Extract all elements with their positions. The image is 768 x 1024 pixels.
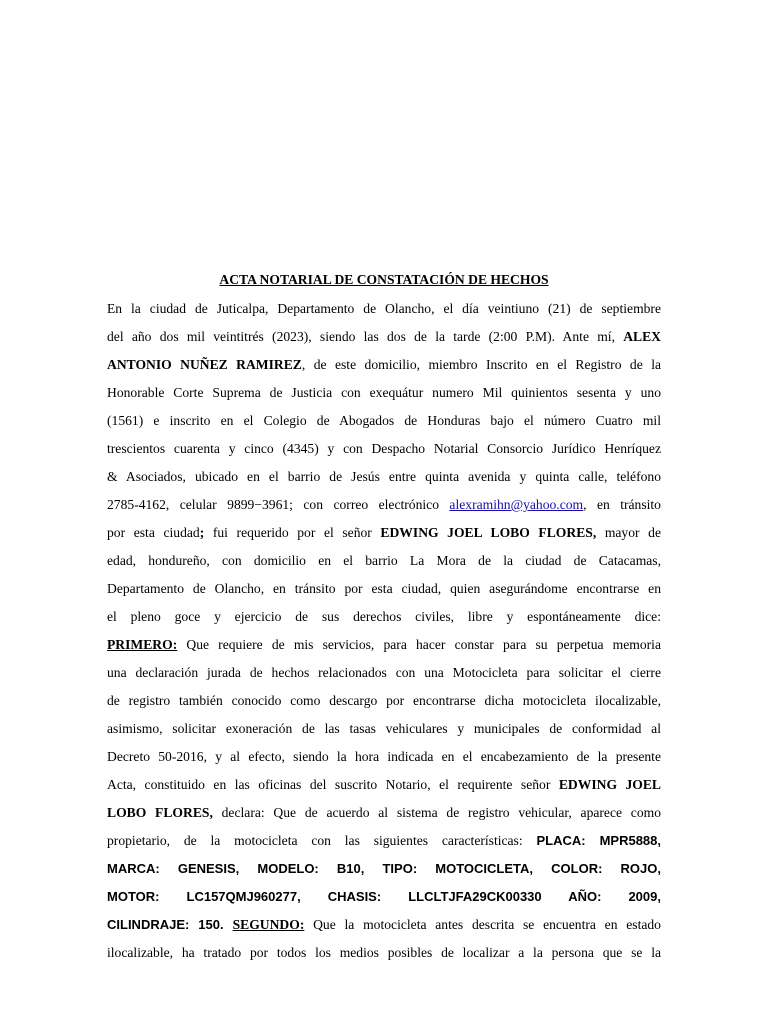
text-line (107, 547, 661, 575)
text-run: del año dos mil veintitrés (2023), siendo las dos de la tarde (2:00 P.M). Ante mí, (107, 329, 624, 344)
text-run: (1561) e inscrito en el Colegio de Abogados de Honduras bajo el número Cuatro mil (107, 413, 661, 428)
text-line (107, 351, 661, 379)
text-line (107, 883, 661, 911)
text-line (107, 743, 661, 771)
text-run: fui requerido por el señor (204, 525, 381, 540)
text-line (107, 631, 661, 659)
text-run: Acta, constituido en las oficinas del suscrito Notario, el requirente señor (107, 777, 559, 792)
email-link[interactable]: alexramihn@yahoo.com (449, 497, 584, 512)
vehicle-plate: PLACA: MPR5888, (536, 833, 662, 848)
text-line (107, 435, 661, 463)
text-run: & Asociados, ubicado en el barrio de Jesús entre quinta avenida y quinta calle, teléfono (107, 469, 661, 484)
text-run: Decreto 50-2016, y al efecto, siendo la hora indicada en el encabezamiento de la presente (107, 749, 661, 764)
text-line (107, 799, 661, 827)
text-run: propietario, de la motocicleta con las siguientes características: (107, 833, 537, 848)
text-run: asimismo, solicitar exoneración de las tasas vehiculares y municipales de conformidad al (107, 721, 661, 736)
clause-primero-heading: PRIMERO: (107, 637, 178, 652)
text-line (107, 575, 661, 603)
text-line (107, 379, 661, 407)
text-run: edad, hondureño, con domicilio en el barrio La Mora de la ciudad de Catacamas, (107, 553, 661, 568)
document-title: ACTA NOTARIAL DE CONSTATACIÓN DE HECHOS (219, 272, 549, 287)
text-line (107, 491, 661, 519)
text-run: trescientos cuarenta y cinco (4345) y con Despacho Notarial Consorcio Jurídico Henríquez (107, 441, 661, 456)
text-run: 2785-4162, celular 9899−3961; con correo electrónico (107, 497, 450, 512)
text-line (107, 855, 661, 883)
vehicle-details: MARCA: GENESIS, MODELO: B10, TIPO: MOTOCICLETA, COLOR: ROJO, (107, 861, 661, 876)
text-line (107, 715, 661, 743)
text-run: En la ciudad de Juticalpa, Departamento de Olancho, el día veintiuno (21) de septiembre (107, 301, 661, 316)
text-run: el pleno goce y ejercicio de sus derechos civiles, libre y espontáneamente dice: (107, 609, 661, 624)
text-run: Departamento de Olancho, en tránsito por esta ciudad, quien asegurándome encontrarse en (107, 581, 661, 596)
text-line (107, 603, 661, 631)
text-run: , en tránsito (583, 497, 661, 512)
document-body (107, 295, 661, 967)
text-run: Que la motocicleta antes descrita se encuentra en estado (304, 917, 661, 932)
text-line (107, 911, 661, 939)
text-line (107, 407, 661, 435)
text-line (107, 295, 661, 323)
text-line (107, 771, 661, 799)
requester-name-bold: EDWING JOEL (558, 777, 661, 792)
notary-name-bold: ANTONIO NUÑEZ RAMIREZ (107, 357, 302, 372)
text-line (107, 519, 661, 547)
vehicle-displacement: CILINDRAJE: 150. (107, 917, 233, 932)
vehicle-details: MOTOR: LC157QMJ960277, CHASIS: LLCLTJFA29CK00330 AÑO: 2009, (107, 889, 661, 904)
text-run: ilocalizable, ha tratado por todos los medios posibles de localizar a la persona que se la (107, 945, 661, 960)
requester-name-bold: LOBO FLORES, (107, 805, 213, 820)
text-line (107, 463, 661, 491)
text-run: de registro también conocido como descargo por encontrarse dicha motocicleta ilocalizable, (107, 693, 661, 708)
bold-semicolon: ; (199, 525, 205, 540)
text-line (107, 323, 661, 351)
text-run: mayor de (596, 525, 661, 540)
text-run: por esta ciudad (107, 525, 200, 540)
text-run: Que requiere de mis servicios, para hacer constar para su perpetua memoria (177, 637, 661, 652)
clause-segundo-heading: SEGUNDO: (232, 917, 305, 932)
text-run: declara: Que de acuerdo al sistema de registro vehicular, aparece como (212, 805, 662, 820)
text-line (107, 687, 661, 715)
text-line (107, 939, 661, 967)
text-line (107, 659, 661, 687)
text-run: una declaración jurada de hechos relacionados con una Motocicleta para solicitar el cierre (107, 665, 661, 680)
notary-name-bold: ALEX (623, 329, 661, 344)
text-run: , de este domicilio, miembro Inscrito en el Registro de la (301, 357, 662, 372)
text-line (107, 827, 661, 855)
requester-name-bold: EDWING JOEL LOBO FLORES, (380, 525, 597, 540)
text-run: Honorable Corte Suprema de Justicia con exequátur numero Mil quinientos sesenta y uno (107, 385, 661, 400)
